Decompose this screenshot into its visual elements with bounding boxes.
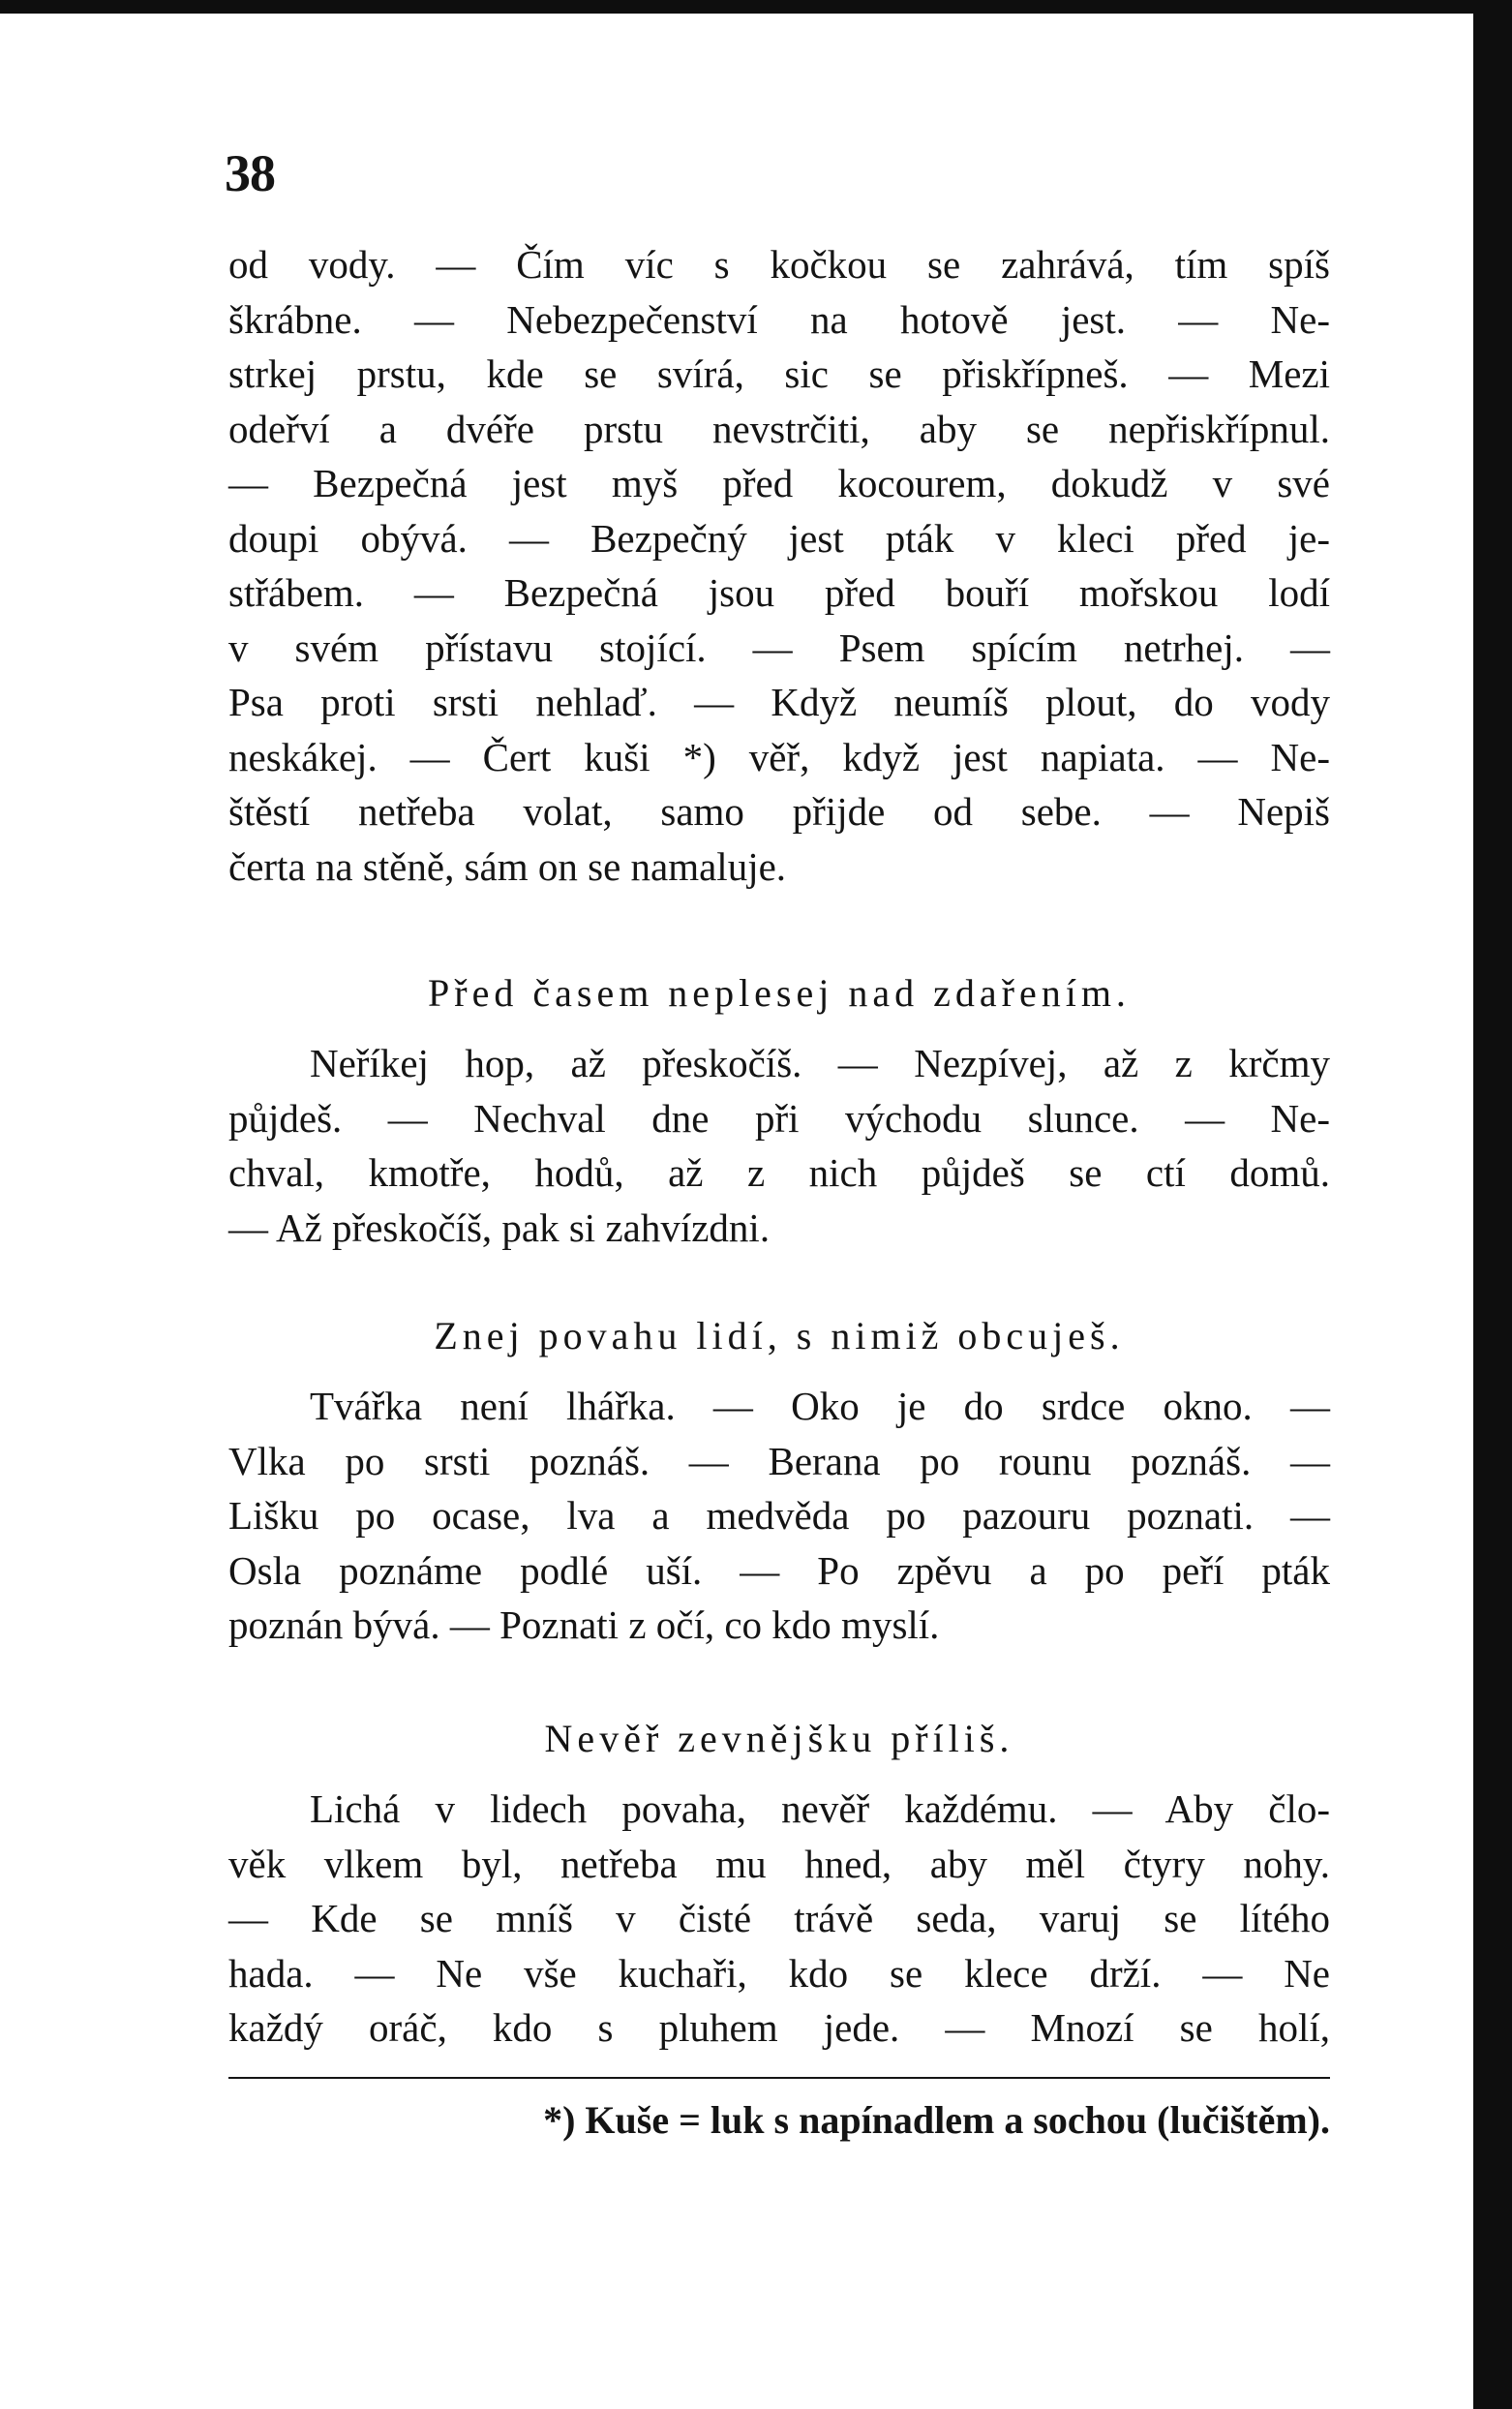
text-line: Psa proti srsti nehlaď. — Když neumíš plout, do vody [228, 680, 1330, 724]
footnote: *) Kuše = luk s napínadlem a sochou (lučištěm). [543, 2098, 1330, 2142]
footnote-divider [228, 2077, 1330, 2079]
section-heading: Před časem neplesej nad zdařením. [428, 971, 1131, 1015]
text-line: čerta na stěně, sám on se namaluje. [228, 843, 787, 889]
text-line: — Až přeskočíš, pak si zahvízdni. [228, 1204, 771, 1250]
paragraph-proverbs-4 [228, 1782, 1330, 2056]
text-line: každý oráč, kdo s pluhem jede. — Mnozí se holí, [228, 2005, 1330, 2050]
text-line: Lichá v lidech povaha, nevěř každému. — Aby člo- [310, 1786, 1330, 1831]
text-line: od vody. — Čím víc s kočkou se zahrává, tím spíš [228, 242, 1330, 287]
text-line: Lišku po ocase, lva a medvěda po pazouru poznati. — [228, 1493, 1330, 1538]
text-line: poznán bývá. — Poznati z očí, co kdo myslí. [228, 1602, 940, 1647]
text-line: půjdeš. — Nechval dne při východu slunce. — Ne- [228, 1095, 1330, 1141]
text-line: Neříkej hop, až přeskočíš. — Nezpívej, až z krčmy [310, 1041, 1330, 1085]
scan-border-top [0, 0, 1512, 14]
paragraph-proverbs-2 [228, 1036, 1330, 1255]
text-line: štěstí netřeba volat, samo přijde od sebe. — Nepiš [228, 789, 1330, 834]
text-line: střábem. — Bezpečná jsou před bouří mořskou lodí [228, 570, 1330, 615]
paragraph-proverbs-1 [228, 237, 1330, 894]
section-heading: Nevěř zevnějšku příliš. [544, 1717, 1014, 1760]
text-line: strkej prstu, kde se svírá, sic se přiskřípneš. — Mezi [228, 351, 1330, 396]
text-line: věk vlkem byl, netřeba mu hned, aby měl čtyry nohy. [228, 1841, 1330, 1886]
text-line: v svém přístavu stojící. — Psem spícím netrhej. — [228, 625, 1330, 670]
text-line: — Bezpečná jest myš před kocourem, dokudž v své [228, 461, 1330, 505]
text-line: Osla poznáme podlé uší. — Po zpěvu a po peří pták [228, 1547, 1330, 1593]
text-line: odeřví a dvéře prstu nevstrčiti, aby se nepřiskřípnul. [228, 406, 1330, 451]
page-number: 38 [225, 144, 275, 202]
text-line: hada. — Ne vše kuchaři, kdo se klece drží. — Ne [228, 1950, 1330, 1996]
text-line: škrábne. — Nebezpečenství na hotově jest. — Ne- [228, 296, 1330, 342]
text-line: Vlka po srsti poznáš. — Berana po rounu poznáš. — [228, 1438, 1330, 1483]
text-line: — Kde se mníš v čisté trávě seda, varuj se lítého [228, 1896, 1330, 1940]
text-line: doupi obývá. — Bezpečný jest pták v kleci před je- [228, 515, 1330, 561]
text-line: chval, kmotře, hodů, až z nich půjdeš se ctí domů. [228, 1150, 1330, 1195]
scan-border-right [1473, 0, 1512, 2409]
paragraph-proverbs-3 [228, 1379, 1330, 1653]
text-line: Tvářka není lhářka. — Oko je do srdce okno. — [310, 1384, 1330, 1428]
section-heading: Znej povahu lidí, s nimiž obcuješ. [434, 1314, 1125, 1357]
text-line: neskákej. — Čert kuši *) věř, když jest napiata. — Ne- [228, 734, 1330, 779]
